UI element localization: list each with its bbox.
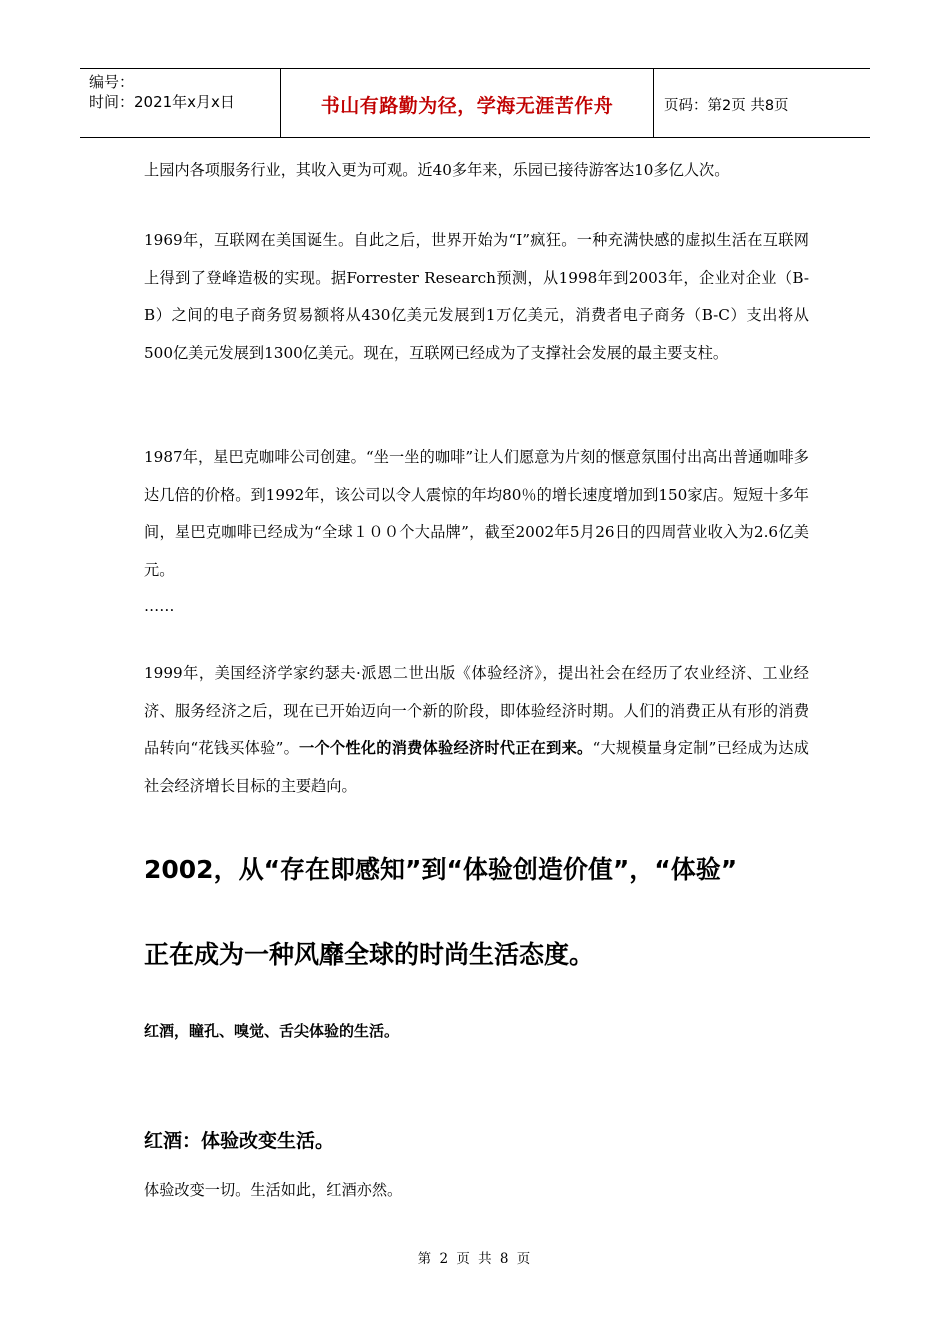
section-heading-block xyxy=(144,1126,809,1153)
section-heading: 红酒：体验改变生活。 xyxy=(144,1130,335,1152)
header-left-cell xyxy=(80,69,281,137)
paragraph-4-emphasis: 一个个性化的消费体验经济时代正在到来。 xyxy=(299,739,593,757)
page-info: 页码：第2页 共8页 xyxy=(664,98,789,114)
page-header xyxy=(80,68,870,138)
ellipsis: …… xyxy=(144,597,175,615)
big-heading-line-1: 2002，从“存在即感知”到“体验创造价值”，“体验” xyxy=(144,855,738,884)
header-middle-cell xyxy=(281,69,654,137)
subheading: 红酒，瞳孔、嗅觉、舌尖体验的生活。 xyxy=(144,1022,400,1040)
closing-line: 体验改变一切。生活如此，红酒亦然。 xyxy=(144,1181,403,1199)
ellipsis-block xyxy=(144,592,809,620)
paragraph-2-block xyxy=(144,222,809,372)
motto: 书山有路勤为径，学海无涯苦作舟 xyxy=(320,95,614,117)
number-label: 编号： xyxy=(89,73,135,91)
header-right-cell xyxy=(654,69,870,137)
page-footer: 第 2 页 共 8 页 xyxy=(417,1251,533,1267)
time-label: 时间：2021年x月x日 xyxy=(89,93,235,111)
paragraph-1-block xyxy=(144,152,809,190)
paragraph-4-block xyxy=(144,655,809,805)
subheading-block xyxy=(144,1020,809,1041)
paragraph-4 xyxy=(144,655,809,805)
paragraph-4-text: 1999年，美国经济学家约瑟夫·派恩二世出版《体验经济》，提出社会在经历了农业经济、工业经济、服务经济之后，现在已开始迈向一个新的阶段，即体验经济时期。人们的消费正从有形的消费品转向“花钱买体验”。 xyxy=(144,664,809,757)
closing-block xyxy=(144,1172,809,1210)
paragraph-2: 1969年，互联网在美国诞生。自此之后，世界开始为“I”疯狂。一种充满快感的虚拟生活在互联网上得到了登峰造极的实现。据Forrester Research预测，从1998年到2003年，企业对企业（B-B）之间的电子商务贸易额将从430亿美元发展到1万亿美元，消费者电子商务（B-C）支出将从500亿美元发展到1300亿美元。现在，互联网已经成为了支撑社会发展的最主要支柱。 xyxy=(144,231,809,362)
paragraph-1: 上园内各项服务行业，其收入更为可观。近40多年来，乐园已接待游客达10多亿人次。 xyxy=(144,161,730,179)
paragraph-4-tail: “大规模量身定制”已经成为达成社会经济增长目标的主要趋向。 xyxy=(144,739,809,795)
big-heading-block xyxy=(144,827,809,997)
big-heading-line-2: 正在成为一种风靡全球的时尚生活态度。 xyxy=(144,940,595,969)
paragraph-3-block xyxy=(144,439,809,589)
paragraph-3: 1987年，星巴克咖啡公司创建。“坐一坐的咖啡”让人们愿意为片刻的惬意氛围付出高出普通咖啡多达几倍的价格。到1992年，该公司以令人震惊的年均80％的增长速度增加到150家店。短短十多年间，星巴克咖啡已经成为“全球１００个大品牌”，截至2002年5月26日的四周营业收入为2.6亿美元。 xyxy=(144,448,809,579)
